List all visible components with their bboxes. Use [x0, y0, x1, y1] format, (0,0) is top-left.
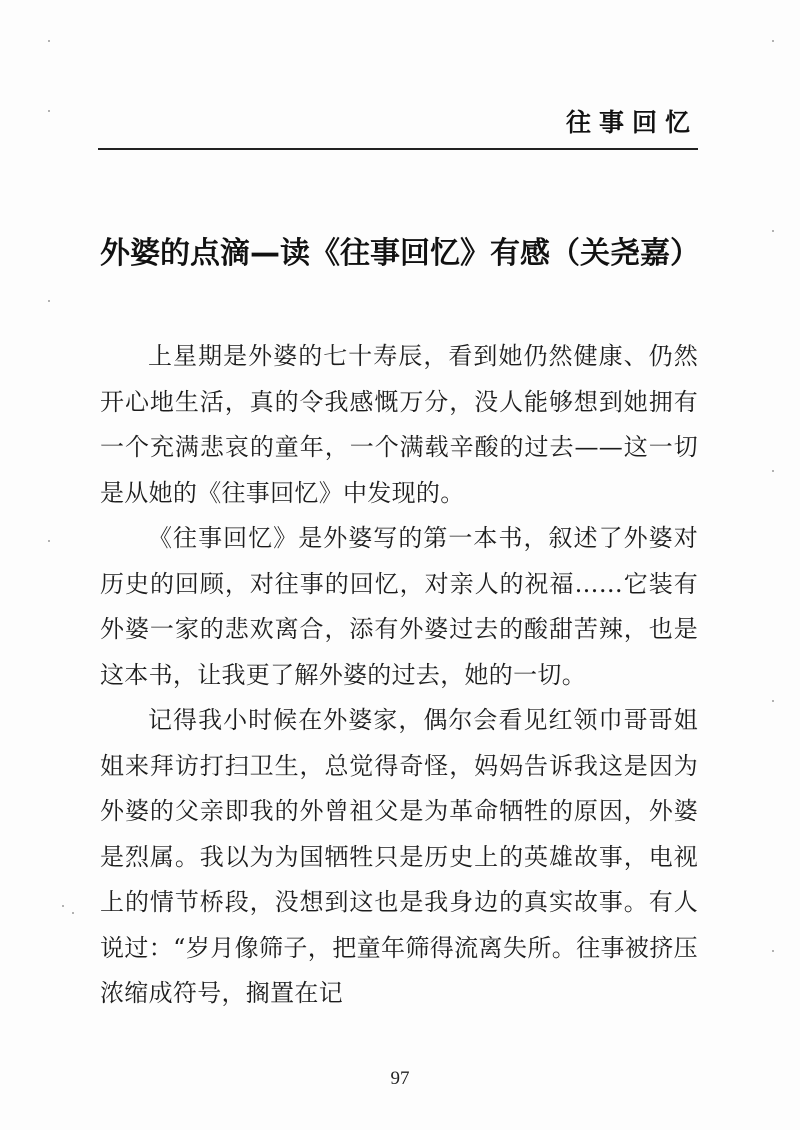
scan-speck [48, 300, 50, 302]
page-number: 97 [390, 1068, 410, 1089]
scan-speck [772, 40, 774, 42]
scan-speck [48, 110, 50, 112]
scan-speck [772, 950, 774, 952]
paragraph-3: 记得我小时候在外婆家，偶尔会看见红领巾哥哥姐姐来拜访打扫卫生，总觉得奇怪，妈妈告诉我这是因为外婆的父亲即我的外曾祖父是为革命牺牲的原因，外婆是烈属。我以为为国牺牲只是历史上的英雄故事，电视上的情节桥段，没想到这也是我身边的真实故事。有人说过：“岁月像筛子，把童年筛得流离失所。往事被挤压浓缩成符号，搁置在记 [100, 706, 698, 1007]
scan-speck [48, 40, 50, 42]
paragraph-2: 《往事回忆》是外婆写的第一本书，叙述了外婆对历史的回顾，对往事的回忆，对亲人的祝福……它装有外婆一家的悲欢离合，添有外婆过去的酸甜苦辣，也是这本书，让我更了解外婆的过去，她的一切。 [100, 524, 698, 689]
running-head: 往事回忆 [565, 108, 698, 137]
scan-speck [772, 470, 774, 472]
scan-speck [772, 230, 774, 232]
scan-speck [772, 700, 774, 702]
body-text [100, 334, 698, 1017]
header-rule [98, 148, 698, 150]
scan-speck [62, 905, 64, 907]
scan-speck [72, 912, 74, 914]
chapter-title: 外婆的点滴—读《往事回忆》有感（关尧嘉） [100, 236, 700, 271]
scan-speck [48, 540, 50, 542]
paragraph-1: 上星期是外婆的七十寿辰，看到她仍然健康、仍然开心地生活，真的令我感慨万分，没人能够想到她拥有一个充满悲哀的童年，一个满载辛酸的过去——这一切是从她的《往事回忆》中发现的。 [100, 342, 698, 507]
